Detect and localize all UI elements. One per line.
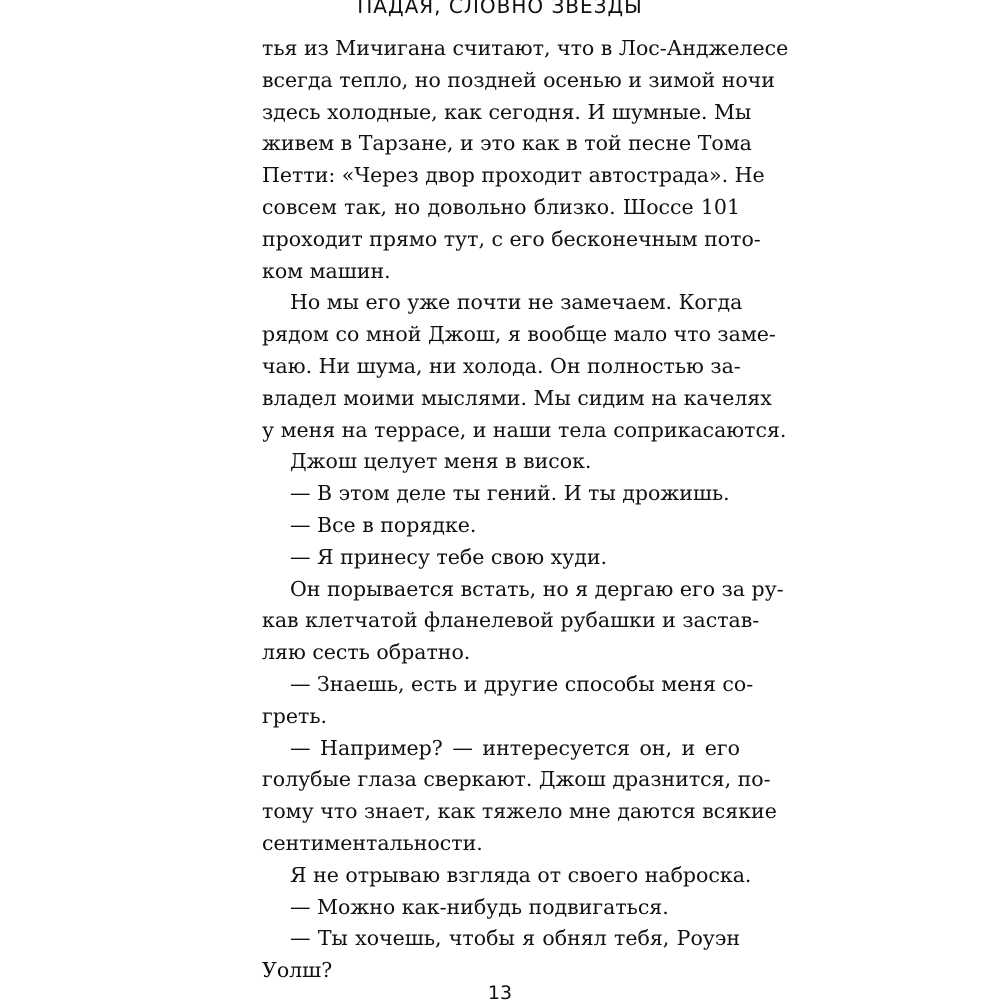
text-line: ляю сесть обратно.: [262, 640, 471, 665]
text-line: тому что знает, как тяжело мне даются всякие: [262, 799, 777, 824]
text-line: всегда тепло, но поздней осенью и зимой ночи: [262, 67, 775, 92]
text-line: Уолш?: [262, 958, 333, 983]
text-line: кав клетчатой фланелевой рубашки и застав-: [262, 608, 760, 633]
text-line: — В этом деле ты гений. И ты дрожишь.: [290, 481, 730, 506]
text-line: Но мы его уже почти не замечаем. Когда: [290, 290, 743, 315]
text-line: у меня на террасе, и наши тела соприкасаются.: [262, 417, 787, 442]
text-line: живем в Тарзане, и это как в той песне Тома: [262, 131, 752, 156]
text-line: — Знаешь, есть и другие способы меня со-: [290, 671, 754, 696]
text-line: здесь холодные, как сегодня. И шумные. Мы: [262, 99, 752, 124]
text-line: — Можно как-нибудь подвигаться.: [290, 894, 669, 919]
text-line: Он порывается встать, но я дергаю его за ру-: [290, 576, 784, 601]
text-line: — Например? — интересуется он, и его: [290, 735, 740, 760]
text-line: ком машин.: [262, 258, 391, 283]
text-line: — Ты хочешь, чтобы я обнял тебя, Роуэн: [290, 926, 740, 951]
text-line: проходит прямо тут, с его бесконечным пото-: [262, 226, 761, 251]
text-line: Джош целует меня в висок.: [290, 449, 592, 474]
text-line: Я не отрываю взгляда от своего наброска.: [290, 862, 752, 887]
text-line: чаю. Ни шума, ни холода. Он полностью за-: [262, 353, 741, 378]
text-line: сентиментальности.: [262, 830, 483, 855]
text-line: Петти: «Через двор проходит автострада». Не: [262, 163, 765, 188]
text-line: владел моими мыслями. Мы сидим на качелях: [262, 385, 772, 410]
text-line: совсем так, но довольно близко. Шоссе 101: [262, 194, 740, 219]
page-number: 13: [487, 982, 513, 1004]
text-line: греть.: [262, 703, 328, 728]
text-line: рядом со мной Джош, я вообще мало что заме-: [262, 322, 776, 347]
text-line: голубые глаза сверкают. Джош дразнится, по-: [262, 767, 771, 792]
body-text: [262, 33, 789, 987]
text-line: тья из Мичигана считают, что в Лос-Анджелесе: [262, 36, 789, 60]
text-line: — Я принесу тебе свою худи.: [290, 544, 608, 569]
running-title: ПАДАЯ, СЛОВНО ЗВЕЗДЫ: [357, 0, 643, 18]
text-line: — Все в порядке.: [290, 512, 477, 537]
